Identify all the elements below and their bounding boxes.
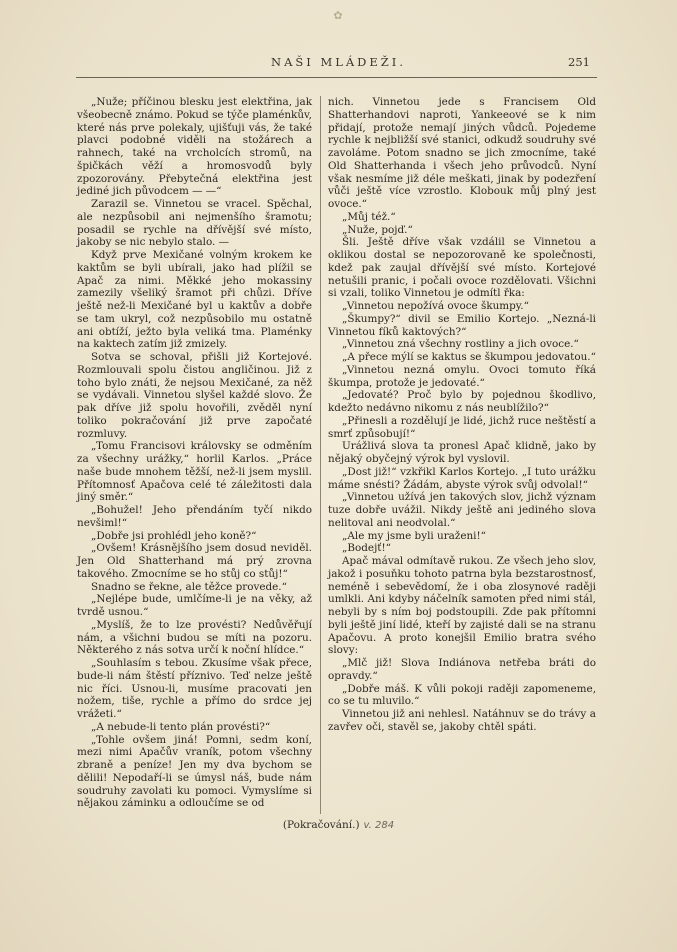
text-column-right xyxy=(328,96,596,734)
paragraph: „Bodejť!“ xyxy=(342,542,391,555)
paragraph: „Tohle ovšem jiná! Pomni, sedm koní, mezi nimi Apačův vraník, potom všechny zbraně a peníze! Jen my dva bychom se dělili! Nepodaří-li se úmysl náš, bude nám soudruhy zavolati ku pomoci. Vymyslíme si nějakou záminku a odloučíme se od xyxy=(77,733,312,810)
paragraph: Snadno se řekne, ale těžce provede.“ xyxy=(91,580,287,593)
paragraph: „Přinesli a rozdělují je lidé, jichž ruce neštěstí a smrť způsobují!“ xyxy=(328,414,596,440)
paragraph: Urážlivá slova ta pronesl Apač klidně, jako by nějaký obyčejný výrok byl vyslovil. xyxy=(328,440,596,465)
ornament-mark: ✿ xyxy=(333,9,343,22)
paragraph: „Tomu Francisovi královsky se odměním za všechny urážky,“ horlil Karlos. „Práce naše bude mnohem těžší, než-li jsem myslil. Přítomnosť Apačova celé té záležitosti dala jiný směr.“ xyxy=(77,440,312,504)
paragraph: nich. Vinnetou jede s Francisem Old Shatterhandovi naproti, Yankeeové se k nim přidají, protože nemají jiných vůdců. Pojedeme rychle k nejbližší své stanici, odkudž soudruhy své zavoláme. Potom snadno se jich zmocníme, také Old Shatterhanda i všech jeho průvodců. Nyní však nesmíme již déle meškati, jinak by podezření vůči ještě více vzrostlo. Klobouk můj plný jest ovoce.“ xyxy=(328,96,596,210)
paragraph: Apač mával odmítavě rukou. Ze všech jeho slov, jakož i posuňku tohoto patrna byla bezstarostnosť, neméně i sebevědomí, že i oba zlosynové raději umlkli. Ani kdyby náčelník samoten před nimi stál, nebyli by s ním boj podstoupili. Zde pak přítomni byli ještě jiní lidé, kteří by zajisté dali se na stranu Apačovu. A proto konejšil Emilio bratra svého slovy: xyxy=(328,555,596,657)
paragraph: „Nuže, pojď.“ xyxy=(342,223,413,236)
continuation-note: (Pokračování.) xyxy=(282,819,360,831)
paragraph: Sotva se schoval, přišli již Kortejové. Rozmlouvali spolu čistou angličinou. Již z toho bylo znáti, že nejsou Mexičané, za něž se vydávali. Vinnetou slyšel každé slovo. Že pak dříve již spolu hovořili, zvěděl nyní toliko pokračování již prve započaté rozmluvy. xyxy=(77,351,312,440)
paragraph: Šli. Ještě dříve však vzdálil se Vinnetou a oklikou dostal se nepozorovaně ke společnosti, kdež pak zaujal dřívější své místo. Kortejové netušili pranic, i počali ovoce rozdělovati. Všichni si vzali, toliko Vinnetou je odmítl řka: xyxy=(328,236,596,300)
pencil-annotation: v. 284 xyxy=(363,820,395,831)
paragraph: „Můj též.“ xyxy=(342,210,396,223)
page-number: 251 xyxy=(568,55,590,69)
paragraph: „Jedovaté? Proč bylo by pojednou škodlivo, kdežto nedávno nikomu z nás neublížilo?“ xyxy=(328,389,596,414)
paragraph: „Dost již!“ vzkřikl Karlos Kortejo. „I tuto urážku máme snésti? Žádám, abyste výrok svůj odvolal!“ xyxy=(328,465,596,491)
paragraph: „Mlč již! Slova Indiánova netřeba bráti do opravdy.“ xyxy=(328,657,596,682)
paragraph: „Ovšem! Krásnějšího jsem dosud neviděl. Jen Old Shatterhand má prý zrovna takového. Zmocníme se ho stůj co stůj!“ xyxy=(77,542,312,580)
page-header-title: NAŠI MLÁDEŽI. xyxy=(271,55,406,69)
paragraph: „A přece mýlí se kaktus se škumpou jedovatou.“ xyxy=(342,351,596,363)
paragraph: „Nuže; příčinou blesku jest elektřina, jak všeobecně známo. Pokud se týče plaménkův, které nás prve polekaly, ujišťuji vás, že také plavci podobné viděli na stožárech a rahnech, také na vrcholcích stromů, na špičkách věží a hromosvodů byly zpozorovány. Přebytečná elektřina jest jediné jich původcem — —“ xyxy=(77,96,312,198)
column-divider xyxy=(320,96,321,814)
paragraph: „Dobře máš. K vůli pokoji raději zapomeneme, co se tu mluvilo.“ xyxy=(328,682,596,708)
paragraph: „Ale my jsme byli uraženi!“ xyxy=(342,529,486,542)
paragraph: Zarazil se. Vinnetou se vracel. Spěchal, ale nezpůsobil ani nejmenšího šramotu; posadil se rychle na dřívější své místo, jakoby se nic nebylo stalo. — xyxy=(77,198,312,249)
footer xyxy=(0,819,677,831)
paragraph: „Myslíš, že to lze provésti? Nedůvěřují nám, a všichni budou se míti na pozoru. Některého z nás sotva určí k noční hlídce.“ xyxy=(77,618,312,657)
paragraph: „Vinnetou nepožívá ovoce škumpy.“ xyxy=(342,300,529,312)
paragraph: „Vinnetou nezná omylu. Ovoci tomuto říká škumpa, protože je jedovaté.“ xyxy=(328,363,596,389)
paragraph: „Vinnetou užívá jen takových slov, jichž význam tuze dobře uvážil. Nikdy ještě ani jediného slova nelitoval ani neodvolal.“ xyxy=(328,491,596,529)
paragraph: Když prve Mexičané volným krokem ke kaktům se byli ubírali, jako had plížil se Apač za nimi. Měkké jeho mokassiny zamezily všeliký šramot při chůzi. Dříve ještě než-li Mexičané byl u kaktův a dobře se tam ukryl, což nezpůsobilo mu ostatně ani obtíží, ježto byla veliká tma. Plaménky na kaktech zatím již zmizely. xyxy=(77,249,312,351)
paragraph: „A nebude-li tento plán provésti?“ xyxy=(91,720,271,733)
paragraph: Vinnetou již ani nehlesl. Natáhnuv se do trávy a zavřev oči, stavěl se, jakoby chtěl spáti. xyxy=(328,708,596,733)
text-column-left xyxy=(77,96,312,810)
paragraph: „Souhlasím s tebou. Zkusíme však přece, bude-li nám štěstí příznivo. Teď nelze ještě nic říci. Usnou-li, musíme pracovati jen nožem, tiše, rychle a přímo do srdce jej vrážeti.“ xyxy=(77,657,312,720)
paragraph: „Dobře jsi prohlédl jeho koně?“ xyxy=(91,529,257,542)
paragraph: „Nejlépe bude, umlčíme-li je na věky, až tvrdě usnou.“ xyxy=(77,593,312,618)
header-rule xyxy=(76,77,597,78)
paragraph: „Vinnetou zná všechny rostliny a jich ovoce.“ xyxy=(342,338,579,351)
paragraph: „Škumpy?“ divil se Emilio Kortejo. „Nezná-li Vinnetou fíků kaktových?“ xyxy=(328,312,596,338)
paragraph: „Bohužel! Jeho přendáním tyčí nikdo nevšiml!“ xyxy=(77,504,312,529)
